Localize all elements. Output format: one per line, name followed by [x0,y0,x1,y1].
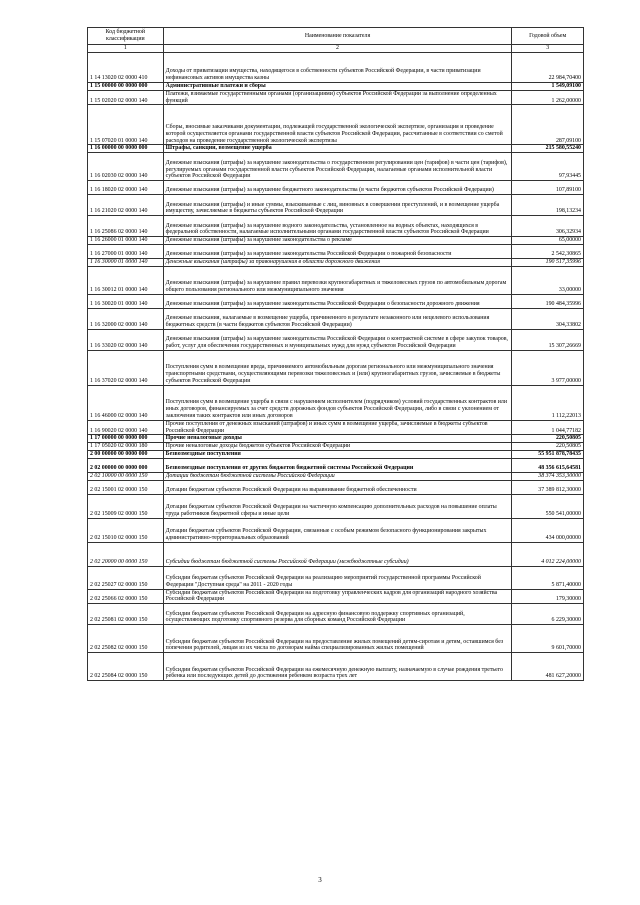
row-amount: 179,30000 [512,589,584,604]
table-row [88,195,584,216]
table-row [88,90,584,105]
row-name: Дотации бюджетам бюджетной системы Российской Федерации [163,472,512,480]
row-amount: 1 549,09100 [512,83,584,91]
row-name: Доходы от приватизации имущества, находящегося в собственности субъектов Российской Федерации, в части приватизации нефинансовых активов имущества казны [163,53,512,83]
column-number-1: 1 [88,45,164,53]
table-row [88,494,584,518]
table-row [88,542,584,566]
row-name: Субсидии бюджетам субъектов Российской Федерации на подготовку управленческих кадров для организаций народного хозяйства Российской Федерации [163,589,512,604]
row-amount: 65,00000 [512,237,584,245]
table-row [88,308,584,329]
column-number-row [88,45,584,53]
budget-sheet [87,27,584,681]
row-code: 2 02 15001 02 0000 150 [88,480,164,494]
row-code: 2 02 00000 00 0000 000 [88,458,164,472]
row-name: Безвозмездные поступления от других бюджетов бюджетной системы Российской Федерации [163,458,512,472]
row-name: Субсидии бюджетам бюджетной системы Российской Федерации (межбюджетные субсидии) [163,542,512,566]
row-amount: 1 262,00000 [512,90,584,105]
row-code: 2 00 00000 00 0000 000 [88,450,164,458]
row-amount: 9 601,70000 [512,625,584,653]
row-code: 1 15 00000 00 0000 000 [88,83,164,91]
table-row [88,566,584,589]
table-row [88,420,584,435]
row-name: Безвозмездные поступления [163,450,512,458]
row-amount: 2 542,30865 [512,244,584,258]
table-row [88,105,584,145]
row-code: 1 17 05020 02 0000 180 [88,443,164,451]
row-code: 1 16 30000 01 0000 140 [88,258,164,266]
table-row [88,329,584,350]
row-amount: 304,33802 [512,308,584,329]
row-name: Поступления сумм в возмещение ущерба в связи с нарушением исполнителем (подрядчиком) условий государственных контрактов или иных договоров, финансируемых за счет средств дорожных фондов субъектов Российской Федерации, либо в связи с уклонением от заключения таких контрактов или иных договоров [163,385,512,420]
row-name: Денежные взыскания (штрафы) за нарушение законодательства о государственном регулировании цен (тарифов) в части цен (тарифов), регулируемых органами государственной власти субъектов Российской Федерации, налагаемые органами исполнительной власти субъектов Российской Федерации [163,153,512,181]
table-row [88,604,584,625]
row-amount: 55 951 878,78435 [512,450,584,458]
table-row [88,244,584,258]
table-row [88,83,584,91]
row-name: Сборы, вносимые заказчиками документации, подлежащей государственной экологической экспертизе, организация и проведение которой осуществляется органами государственной власти субъектов Российской Федерации, рассчитанные в соответствии со сметой расходов на проведение государственной экологической экспертизы [163,105,512,145]
row-amount: 434 000,00000 [512,518,584,542]
row-code: 2 02 20000 00 0000 150 [88,542,164,566]
table-row [88,145,584,153]
table-header-row [88,28,584,45]
row-name: Денежные взыскания (штрафы) за нарушение законодательства Российской Федерации о безопасности дорожного движения [163,294,512,308]
table-row [88,294,584,308]
row-code: 1 16 21020 02 0000 140 [88,195,164,216]
row-amount: 220,50805 [512,435,584,443]
row-name: Субсидии бюджетам субъектов Российской Федерации на реализацию мероприятий государственной программы Российской Федерации "Доступная среда" на 2011 - 2020 годы [163,566,512,589]
row-name: Штрафы, санкции, возмещение ущерба [163,145,512,153]
table-row [88,480,584,494]
table-row [88,216,584,237]
row-amount: 107,89100 [512,181,584,195]
row-code: 2 02 25081 02 0000 150 [88,604,164,625]
row-code: 2 02 25084 02 0000 150 [88,653,164,681]
row-code: 2 02 25027 02 0000 150 [88,566,164,589]
row-code: 1 16 18020 02 0000 140 [88,181,164,195]
row-name: Денежные взыскания, налагаемые в возмещение ущерба, причиненного в результате незаконного или нецелевого использования бюджетных средств (в части бюджетов субъектов Российской Федерации) [163,308,512,329]
row-code: 1 16 27000 01 0000 140 [88,244,164,258]
row-name: Денежные взыскания (штрафы) за нарушение законодательства о рекламе [163,237,512,245]
row-code: 1 16 33020 02 0000 140 [88,329,164,350]
row-amount: 33,00000 [512,266,584,294]
row-code: 2 02 25082 02 0000 150 [88,625,164,653]
row-code: 1 16 46000 02 0000 140 [88,385,164,420]
row-name: Субсидии бюджетам субъектов Российской Федерации на адресную финансовую поддержку спортивных организаций, осуществляющих подготовку спортивного резерва для сборных команд Российской Федерации [163,604,512,625]
header-amount: Годовой объем [512,28,584,45]
row-name: Денежные взыскания (штрафы) за нарушение правил перевозки крупногабаритных и тяжеловесных грузов по автомобильным дорогам общего пользования регионального или межмуниципального значения [163,266,512,294]
row-name: Денежные взыскания (штрафы) и иные суммы, взыскиваемые с лиц, виновных в совершении преступлений, и в возмещение ущерба имуществу, зачисляемые в бюджеты субъектов Российской Федерации [163,195,512,216]
table-row [88,350,584,385]
table-row [88,53,584,83]
row-amount: 22 984,70400 [512,53,584,83]
budget-table [87,27,584,681]
row-amount: 38 374 353,30000 [512,472,584,480]
row-name: Прочие неналоговые доходы бюджетов субъектов Российской Федерации [163,443,512,451]
row-amount: 5 871,40000 [512,566,584,589]
row-code: 2 02 15010 02 0000 150 [88,518,164,542]
row-name: Денежные взыскания (штрафы) за нарушение законодательства Российской Федерации о контрактной системе в сфере закупок товаров, работ, услуг для обеспечения государственных и муниципальных нужд для нужд субъектов Российской Федерации [163,329,512,350]
row-code: 2 02 15009 02 0000 150 [88,494,164,518]
table-row [88,258,584,266]
table-row [88,458,584,472]
row-code: 1 14 13020 02 0000 410 [88,53,164,83]
row-amount: 1 112,22013 [512,385,584,420]
row-code: 1 16 02030 02 0000 140 [88,153,164,181]
row-amount: 190 484,35996 [512,294,584,308]
row-amount: 481 627,20000 [512,653,584,681]
row-name: Дотации бюджетам субъектов Российской Федерации на частичную компенсацию дополнительных расходов на повышение оплаты труда работников бюджетной сферы и иные цели [163,494,512,518]
row-code: 1 16 00000 00 0000 000 [88,145,164,153]
row-amount: 306,32934 [512,216,584,237]
row-amount: 220,50805 [512,443,584,451]
row-amount: 4 012 224,00000 [512,542,584,566]
header-name: Наименование показателя [163,28,512,45]
table-row [88,450,584,458]
column-number-3: 3 [512,45,584,53]
row-code: 2 02 10000 00 0000 150 [88,472,164,480]
row-code: 1 16 90020 02 0000 140 [88,420,164,435]
row-amount: 190 517,35996 [512,258,584,266]
table-row [88,472,584,480]
row-amount: 3 977,00000 [512,350,584,385]
row-amount: 97,93445 [512,153,584,181]
row-code: 1 16 25086 02 0000 140 [88,216,164,237]
column-number-2: 2 [163,45,512,53]
table-row [88,653,584,681]
table-row [88,589,584,604]
table-row [88,237,584,245]
row-amount: 15 307,26669 [512,329,584,350]
table-row [88,443,584,451]
table-row [88,385,584,420]
row-name: Прочие неналоговые доходы [163,435,512,443]
row-code: 1 17 00000 00 0000 000 [88,435,164,443]
table-row [88,181,584,195]
row-name: Платежи, взимаемые государственными органами (организациями) субъектов Российской Федерации за выполнение определенных функций [163,90,512,105]
table-row [88,153,584,181]
row-code: 2 02 25066 02 0000 150 [88,589,164,604]
table-row [88,518,584,542]
row-amount: 550 541,00000 [512,494,584,518]
row-amount: 48 356 615,64581 [512,458,584,472]
row-code: 1 16 26000 01 0000 140 [88,237,164,245]
row-name: Денежные взыскания (штрафы) за нарушение водного законодательства, установленное на водных объектах, находящихся в федеральной собственности, налагаемые исполнительными органами государственной власти субъектов Российской Федерации [163,216,512,237]
row-code: 1 15 02020 02 0000 140 [88,90,164,105]
table-row [88,625,584,653]
row-amount: 1 044,77182 [512,420,584,435]
page-number: 3 [318,876,322,884]
header-code: Код бюджетной классификации [88,28,164,45]
row-name: Административные платежи и сборы [163,83,512,91]
row-amount: 215 580,55240 [512,145,584,153]
row-name: Прочие поступления от денежных взысканий (штрафов) и иных сумм в возмещение ущерба, зачисляемые в бюджеты субъектов Российской Федерации [163,420,512,435]
row-amount: 287,09100 [512,105,584,145]
row-code: 1 15 07020 01 0000 140 [88,105,164,145]
row-name: Денежные взыскания (штрафы) за правонарушения в области дорожного движения [163,258,512,266]
row-amount: 37 389 812,30000 [512,480,584,494]
row-code: 1 16 37020 02 0000 140 [88,350,164,385]
row-name: Поступления сумм в возмещение вреда, причиняемого автомобильным дорогам регионального или межмуниципального значения транспортными средствами, осуществляющими перевозки тяжеловесных и (или) крупногабаритных грузов, зачисляемые в бюджеты субъектов Российской Федерации [163,350,512,385]
row-name: Дотации бюджетам субъектов Российской Федерации на выравнивание бюджетной обеспеченности [163,480,512,494]
table-row [88,266,584,294]
row-code: 1 16 32000 02 0000 140 [88,308,164,329]
row-name: Денежные взыскания (штрафы) за нарушение бюджетного законодательства (в части бюджетов субъектов Российской Федерации) [163,181,512,195]
row-name: Субсидии бюджетам субъектов Российской Федерации на предоставление жилых помещений детям-сиротам и детям, оставшимся без попечения родителей, лицам из их числа по договорам найма специализированных жилых помещений [163,625,512,653]
row-name: Дотации бюджетам субъектов Российской Федерации, связанные с особым режимом безопасного функционирования закрытых административно-территориальных образований [163,518,512,542]
row-amount: 6 229,30000 [512,604,584,625]
row-amount: 198,13234 [512,195,584,216]
row-code: 1 16 30012 01 0000 140 [88,266,164,294]
table-row [88,435,584,443]
row-code: 1 16 30020 01 0000 140 [88,294,164,308]
row-name: Субсидии бюджетам субъектов Российской Федерации на ежемесячную денежную выплату, назначаемую в случае рождения третьего ребенка или последующих детей до достижения ребенком возраста трех лет [163,653,512,681]
row-name: Денежные взыскания (штрафы) за нарушение законодательства Российской Федерации о пожарной безопасности [163,244,512,258]
